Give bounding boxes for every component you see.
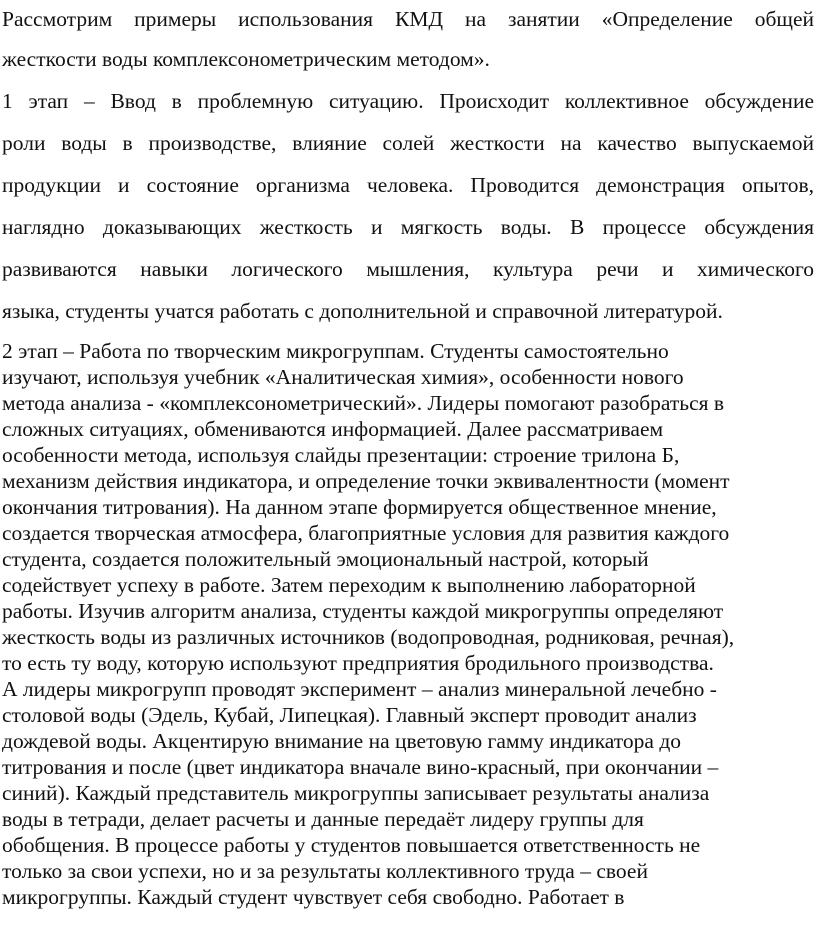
stage2-line: окончания титрования). На данном этапе формируется общественное мнение, bbox=[2, 495, 717, 519]
stage1-line: 1 этап – Ввод в проблемную ситуацию. Происходит коллективное обсуждение bbox=[2, 89, 814, 113]
stage2-line: механизм действия индикатора, и определение точки эквивалентности (момент bbox=[2, 469, 730, 493]
stage2-line: метода анализа - «комплексонометрический». Лидеры помогают разобраться в bbox=[2, 391, 725, 415]
stage2-line: особенности метода, используя слайды презентации: строение трилона Б, bbox=[2, 443, 680, 467]
stage1-line: наглядно доказывающих жесткость и мягкость воды. В процессе обсуждения bbox=[2, 215, 814, 239]
stage2-line: изучают, используя учебник «Аналитическая химия», особенности нового bbox=[2, 365, 684, 389]
stage2-line: то есть ту воду, которую используют предприятия бродильного производства. bbox=[2, 651, 714, 675]
stage2-line: 2 этап – Работа по творческим микрогруппам. Студенты самостоятельно bbox=[2, 339, 669, 363]
stage2-line: содействует успеху в работе. Затем переходим к выполнению лабораторной bbox=[2, 573, 696, 597]
stage1-line: развиваются навыки логического мышления, культура речи и химического bbox=[2, 257, 814, 281]
stage2-line: столовой воды (Эдель, Кубай, Липецкая). Главный эксперт проводит анализ bbox=[2, 703, 697, 727]
stage1-line: роли воды в производстве, влияние солей жесткости на качество выпускаемой bbox=[2, 131, 814, 155]
stage2-line: жесткость воды из различных источников (водопроводная, родниковая, речная), bbox=[2, 625, 735, 649]
stage2-line: обобщения. В процессе работы у студентов повышается ответственность не bbox=[2, 833, 701, 857]
stage2-line: студента, создается положительный эмоциональный настрой, который bbox=[2, 547, 649, 571]
stage2-line: титрования и после (цвет индикатора вначале вино-красный, при окончании – bbox=[2, 755, 719, 779]
stage2-line: работы. Изучив алгоритм анализа, студенты каждой микрогруппы определяют bbox=[2, 599, 724, 623]
stage1-line: языка, студенты учатся работать с дополнительной и справочной литературой. bbox=[2, 299, 723, 323]
stage2-line: микрогруппы. Каждый студент чувствует себя свободно. Работает в bbox=[2, 885, 625, 909]
stage2-line: воды в тетради, делает расчеты и данные передаёт лидеру группы для bbox=[2, 807, 644, 831]
stage2-line: сложных ситуациях, обмениваются информацией. Далее рассматриваем bbox=[2, 417, 664, 441]
stage1-line: продукции и состояние организма человека. Проводится демонстрация опытов, bbox=[2, 173, 814, 197]
intro-line: Рассмотрим примеры использования КМД на занятии «Определение общей bbox=[2, 7, 814, 31]
intro-line: жесткости воды комплексонометрическим методом». bbox=[2, 47, 490, 71]
stage2-line: синий). Каждый представитель микрогруппы записывает результаты анализа bbox=[2, 781, 710, 805]
stage2-line: А лидеры микрогрупп проводят эксперимент – анализ минеральной лечебно - bbox=[2, 677, 717, 701]
stage2-line: только за свои успехи, но и за результаты коллективного труда – своей bbox=[2, 859, 648, 883]
stage2-line: дождевой воды. Акцентирую внимание на цветовую гамму индикатора до bbox=[2, 729, 682, 753]
stage2-line: создается творческая атмосфера, благоприятные условия для развития каждого bbox=[2, 521, 730, 545]
